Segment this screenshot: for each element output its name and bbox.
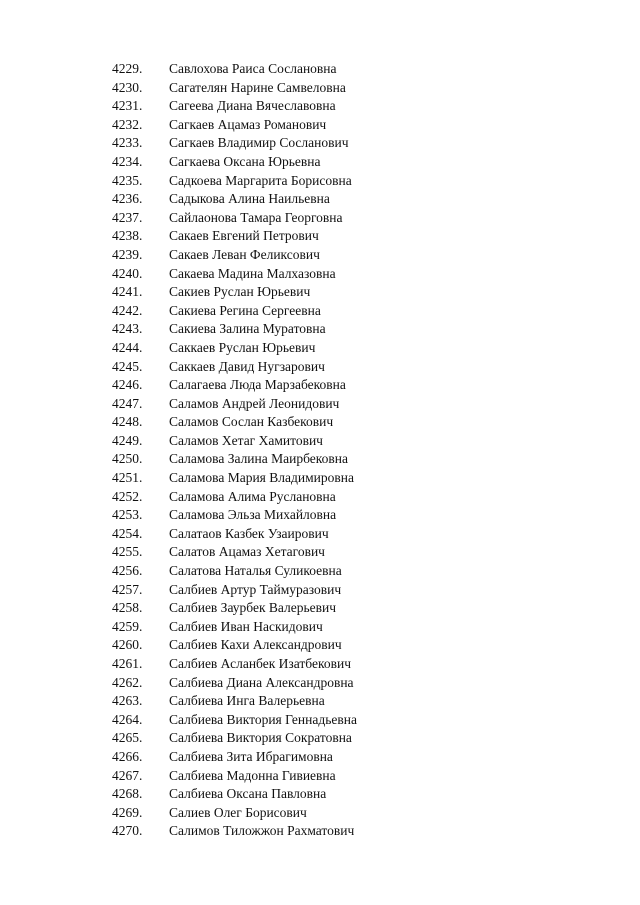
list-item xyxy=(0,581,640,600)
entry-number: 4229. xyxy=(112,61,143,76)
entry-name: Саламова Алима Руслановна xyxy=(169,488,336,504)
list-item xyxy=(0,785,640,804)
list-item xyxy=(0,599,640,618)
entry-name: Саламов Сослан Казбекович xyxy=(169,414,334,430)
entry-name: Садыкова Алина Наильевна xyxy=(169,191,330,207)
entry-name: Салагаева Люда Марзабековна xyxy=(169,377,346,393)
entry-number: 4259. xyxy=(112,618,143,634)
list-item xyxy=(0,674,640,693)
list-item xyxy=(0,302,640,321)
entry-number: 4241. xyxy=(112,284,143,300)
list-item xyxy=(0,227,640,246)
entry-name: Салбиева Виктория Геннадьевна xyxy=(169,711,357,727)
entry-number: 4254. xyxy=(112,525,143,541)
entry-number: 4258. xyxy=(112,600,143,616)
list-item xyxy=(0,562,640,581)
entry-name: Саламова Мария Владимировна xyxy=(169,470,354,486)
entry-name: Сагеева Диана Вячеславовна xyxy=(169,98,336,114)
entry-number: 4243. xyxy=(112,321,143,337)
list-item xyxy=(0,804,640,823)
list-item xyxy=(0,283,640,302)
list-item xyxy=(0,97,640,116)
list-item xyxy=(0,822,640,841)
entry-number: 4265. xyxy=(112,730,143,746)
entry-number: 4266. xyxy=(112,748,143,764)
entry-name: Салбиев Кахи Александрович xyxy=(169,637,342,653)
entry-number: 4232. xyxy=(112,116,143,132)
list-item xyxy=(0,60,640,79)
list-item xyxy=(0,413,640,432)
entry-name: Сагкаев Ацамаз Романович xyxy=(169,116,327,132)
entry-number: 4247. xyxy=(112,395,143,411)
entry-number: 4242. xyxy=(112,302,143,318)
entry-number: 4250. xyxy=(112,451,143,467)
entry-number: 4253. xyxy=(112,507,143,523)
entry-name: Салбиев Асланбек Изатбекович xyxy=(169,656,351,671)
list-item xyxy=(0,358,640,377)
list-item xyxy=(0,450,640,469)
list-item xyxy=(0,320,640,339)
list-item xyxy=(0,265,640,284)
entry-number: 4264. xyxy=(112,711,143,727)
entry-number: 4249. xyxy=(112,432,143,448)
entry-name: Сайлаонова Тамара Георговна xyxy=(169,209,343,225)
entry-name: Саккаев Давид Нугзарович xyxy=(169,358,325,374)
entry-name: Саламова Эльза Михайловна xyxy=(169,507,337,523)
entry-number: 4235. xyxy=(112,172,143,188)
entry-number: 4251. xyxy=(112,470,143,486)
entry-number: 4245. xyxy=(112,358,143,374)
entry-number: 4237. xyxy=(112,209,143,225)
list-item xyxy=(0,469,640,488)
entry-name: Сакиева Регина Сергеевна xyxy=(169,302,321,318)
list-item xyxy=(0,525,640,544)
entry-number: 4270. xyxy=(112,823,143,839)
list-item xyxy=(0,748,640,767)
entry-name: Салбиева Мадонна Гивиевна xyxy=(169,767,336,783)
entry-number: 4255. xyxy=(112,544,143,560)
list-item xyxy=(0,190,640,209)
entry-name: Саккаев Руслан Юрьевич xyxy=(169,339,316,355)
entry-name: Салатов Ацамаз Хетагович xyxy=(169,544,325,560)
list-item xyxy=(0,432,640,451)
list-item xyxy=(0,767,640,786)
entry-number: 4262. xyxy=(112,674,143,690)
entry-number: 4244. xyxy=(112,339,143,355)
entry-number: 4239. xyxy=(112,246,143,262)
entry-number: 4252. xyxy=(112,488,143,504)
entry-name: Салатаов Казбек Узаирович xyxy=(169,525,329,541)
list-item xyxy=(0,618,640,637)
entry-number: 4269. xyxy=(112,804,143,820)
entry-name: Сакаев Евгений Петрович xyxy=(169,228,319,244)
entry-name: Салбиев Заурбек Валерьевич xyxy=(169,600,337,616)
list-item xyxy=(0,488,640,507)
list-item xyxy=(0,636,640,655)
entry-name: Садкоева Маргарита Борисовна xyxy=(169,172,352,188)
entry-name: Саламова Залина Маирбековна xyxy=(169,451,348,467)
list-item xyxy=(0,655,640,674)
list-item xyxy=(0,543,640,562)
list-item xyxy=(0,729,640,748)
list-item xyxy=(0,172,640,191)
entry-number: 4257. xyxy=(112,581,143,597)
entry-name: Сакиева Залина Муратовна xyxy=(169,321,326,337)
entry-number: 4261. xyxy=(112,656,143,671)
entry-name: Салбиев Иван Наскидович xyxy=(169,618,323,634)
entry-number: 4236. xyxy=(112,191,143,207)
entry-name: Салбиева Оксана Павловна xyxy=(169,786,327,802)
entry-name: Савлохова Раиса Сослановна xyxy=(169,61,337,76)
list-item xyxy=(0,209,640,228)
entry-name: Салбиева Инга Валерьевна xyxy=(169,693,325,709)
entry-name: Сагателян Нарине Самвеловна xyxy=(169,79,346,95)
list-item xyxy=(0,506,640,525)
entry-number: 4256. xyxy=(112,563,143,579)
entry-name: Саламов Хетаг Хамитович xyxy=(169,432,323,448)
name-list xyxy=(0,60,640,841)
entry-number: 4231. xyxy=(112,98,143,114)
entry-name: Салбиева Диана Александровна xyxy=(169,674,354,690)
list-item xyxy=(0,134,640,153)
entry-number: 4246. xyxy=(112,377,143,393)
entry-name: Салбиев Артур Таймуразович xyxy=(169,581,342,597)
list-item xyxy=(0,692,640,711)
list-item xyxy=(0,246,640,265)
list-item xyxy=(0,395,640,414)
entry-number: 4248. xyxy=(112,414,143,430)
list-item xyxy=(0,376,640,395)
entry-number: 4230. xyxy=(112,79,143,95)
list-item xyxy=(0,711,640,730)
entry-number: 4268. xyxy=(112,786,143,802)
entry-number: 4263. xyxy=(112,693,143,709)
entry-number: 4260. xyxy=(112,637,143,653)
entry-name: Сакаева Мадина Малхазовна xyxy=(169,265,336,281)
entry-number: 4234. xyxy=(112,153,143,169)
entry-name: Салиев Олег Борисович xyxy=(169,804,307,820)
entry-name: Сакиев Руслан Юрьевич xyxy=(169,284,311,300)
entry-name: Саламов Андрей Леонидович xyxy=(169,395,340,411)
list-item xyxy=(0,153,640,172)
entry-name: Сакаев Леван Феликсович xyxy=(169,246,320,262)
entry-name: Сагкаев Владимир Сосланович xyxy=(169,135,349,151)
list-item xyxy=(0,116,640,135)
list-item xyxy=(0,79,640,98)
entry-name: Салбиева Виктория Сократовна xyxy=(169,730,352,746)
entry-name: Сагкаева Оксана Юрьевна xyxy=(169,153,321,169)
entry-number: 4240. xyxy=(112,265,143,281)
entry-name: Салбиева Зита Ибрагимовна xyxy=(169,748,333,764)
entry-name: Салимов Тиложжон Рахматович xyxy=(169,823,355,839)
entry-number: 4238. xyxy=(112,228,143,244)
entry-name: Салатова Наталья Суликоевна xyxy=(169,563,342,579)
entry-number: 4233. xyxy=(112,135,143,151)
list-item xyxy=(0,339,640,358)
entry-number: 4267. xyxy=(112,767,143,783)
